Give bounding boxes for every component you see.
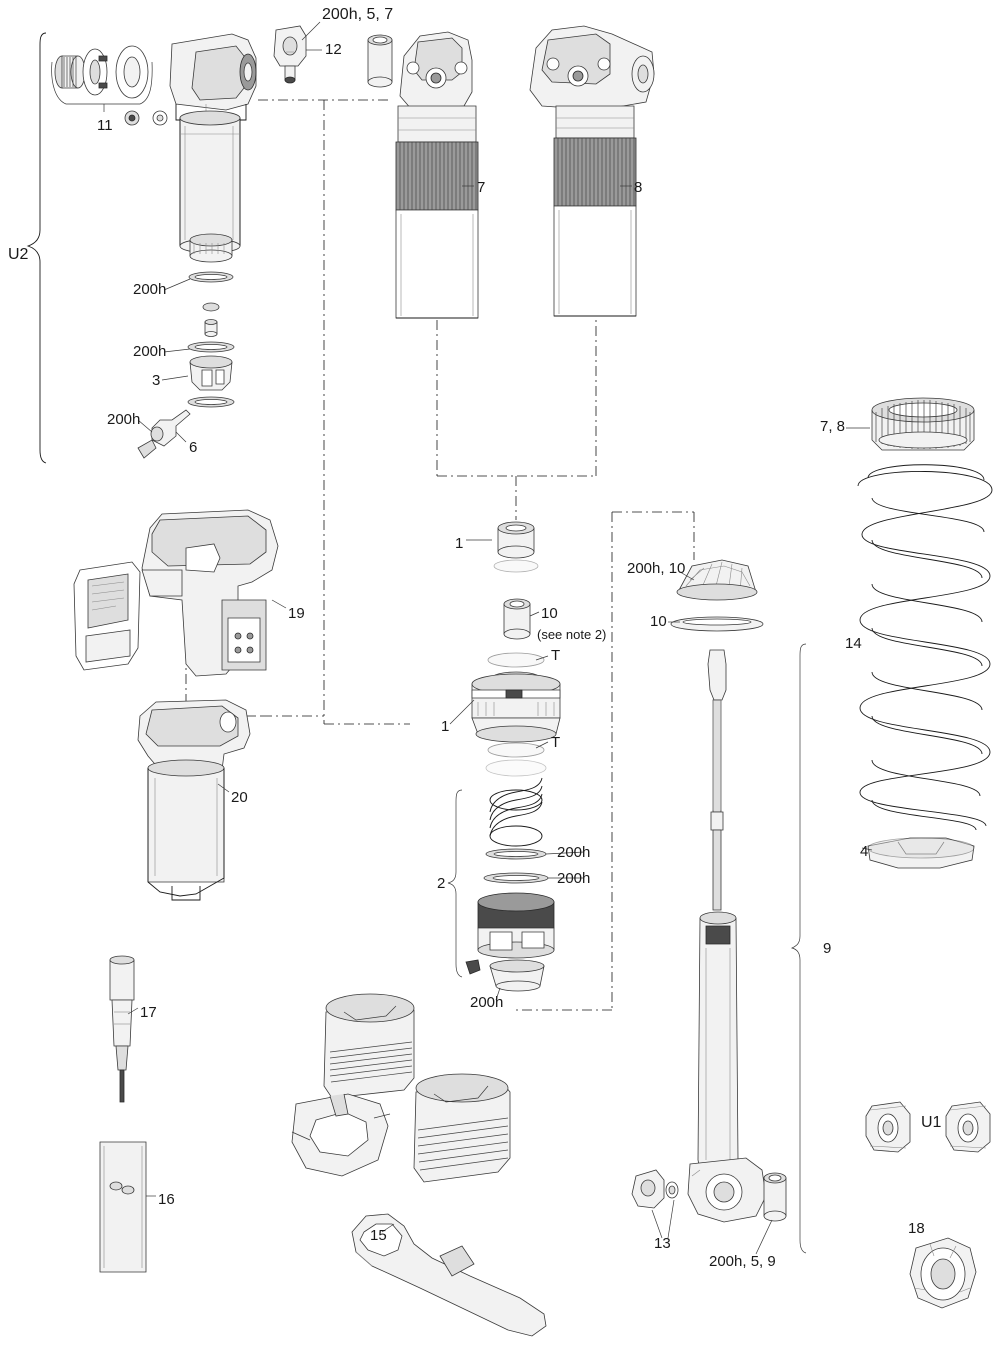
callout-12: 12 xyxy=(325,41,342,58)
part-11-knob xyxy=(55,46,167,125)
part-7-8-ring xyxy=(872,398,974,450)
callout-200h-5-7: 200h, 5, 7 xyxy=(322,6,394,23)
callout-3: 3 xyxy=(152,372,161,389)
callout-7-8: 7, 8 xyxy=(820,418,846,435)
part-10-washer xyxy=(671,617,763,631)
part-17-tool xyxy=(110,956,134,1102)
callout-10-b: 10 xyxy=(650,613,667,630)
part-1-air-can xyxy=(472,653,560,776)
callout-4: 4 xyxy=(860,843,869,860)
callout-200h-a: 200h xyxy=(133,281,167,298)
callout-11: 11 xyxy=(97,117,113,134)
part-19-assembly xyxy=(142,510,278,676)
part-2-stack xyxy=(466,778,554,991)
group-9-bracket xyxy=(792,644,806,1253)
group-2-bracket xyxy=(448,790,462,977)
part-18-reducer xyxy=(910,1238,976,1308)
callout-200h-10: 200h, 10 xyxy=(627,560,686,577)
callout-1-mid: 1 xyxy=(441,718,450,735)
part-9-damper-body xyxy=(688,912,766,1222)
part-u2-seal-stack xyxy=(188,234,234,407)
callout-note-2: (see note 2) xyxy=(537,627,607,642)
callout-18: 18 xyxy=(908,1220,925,1237)
part-9-damper-shaft xyxy=(708,650,726,910)
part-u2-shock-body xyxy=(170,34,256,253)
callout-200h-c: 200h xyxy=(107,411,141,428)
callout-u2: U2 xyxy=(8,246,29,263)
callout-200h-f: 200h xyxy=(470,994,504,1011)
part-7-shock xyxy=(396,32,478,318)
callout-200h-5-9: 200h, 5, 9 xyxy=(709,1253,776,1270)
callout-9: 9 xyxy=(823,940,832,957)
u2-bracket xyxy=(28,33,46,463)
part-200h-5-7-sleeve xyxy=(368,35,392,87)
callout-200h-e: 200h xyxy=(557,870,591,887)
callout-14: 14 xyxy=(845,635,862,652)
callout-200h-d: 200h xyxy=(557,844,591,861)
part-15-tools xyxy=(292,994,546,1336)
part-200h-10-bumper xyxy=(677,560,757,600)
callout-t-bottom: T xyxy=(551,734,561,751)
callout-1-top: 1 xyxy=(455,535,464,552)
part-6-valve xyxy=(138,410,190,458)
part-10-spacer xyxy=(504,599,530,639)
callout-2: 2 xyxy=(437,875,446,892)
callout-20: 20 xyxy=(231,789,248,806)
callout-6: 6 xyxy=(189,439,198,456)
part-8-shock xyxy=(530,26,654,316)
callout-u1: U1 xyxy=(921,1114,942,1131)
callout-8: 8 xyxy=(634,179,643,196)
callout-10: 10 xyxy=(541,605,558,622)
part-1-top-bushing xyxy=(494,522,538,572)
part-200h-5-9-sleeve xyxy=(764,1173,786,1221)
part-19-label-sticker xyxy=(74,562,140,670)
callout-13: 13 xyxy=(654,1235,671,1252)
callout-19: 19 xyxy=(288,605,305,622)
part-14-coil-spring xyxy=(858,465,992,830)
part-4-retainer xyxy=(868,838,974,868)
callout-16: 16 xyxy=(158,1191,175,1208)
callout-15: 15 xyxy=(370,1227,387,1244)
callout-t-top: T xyxy=(551,647,561,664)
callout-7: 7 xyxy=(477,179,486,196)
callout-200h-b: 200h xyxy=(133,343,167,360)
callout-17: 17 xyxy=(140,1004,157,1021)
part-16-plate xyxy=(100,1142,146,1272)
part-13-hardware xyxy=(632,1170,678,1208)
part-12-bushing xyxy=(274,26,306,83)
